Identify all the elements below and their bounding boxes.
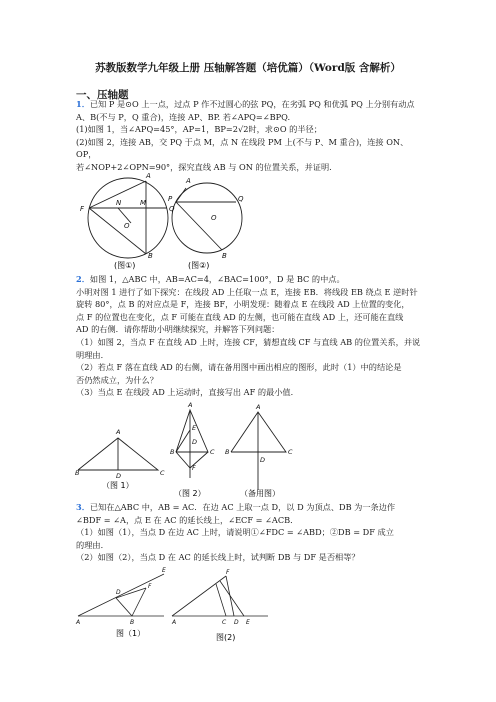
q1-fig2-label: B [222,252,227,260]
q2-number: 2． [76,274,90,284]
q2-line: 小明对图 1 进行了如下探究：在线段 AD 上任取一点 E，连接 EB．将线段 EB 绕点 E 逆时针 [76,286,418,297]
svg-text:D: D [260,456,266,464]
q1-text [76,98,421,174]
q2-text [76,273,421,399]
q1-fig2-label: A [186,177,191,185]
q3-text [76,501,421,564]
svg-text:D: D [116,472,122,480]
q3-line: 已知在△ABC 中，AB = AC．在边 AC 上取一点 D，以 D 为顶点、DB 为一条边作 [89,502,396,512]
section-heading: 一、压轴题 [76,89,129,101]
q1-line: 已知 P 是⊙O 上一点，过点 P 作不过圆心的弦 PQ，在劣弧 PQ 和优弧 PQ 上分别有动点 [89,99,415,109]
q3-fig2-caption: 图(2) [216,633,236,642]
svg-text:C: C [222,619,227,626]
svg-text:F: F [148,583,152,590]
svg-text:A: A [116,428,121,436]
svg-text:C: C [288,448,293,456]
q1-fig1-label: O [124,222,130,230]
q2-line: （1）如图 2，当点 F 在直线 AD 上时，连接 CF，猜想直线 CF 与直线 AB 的位置关系，并说 [76,336,421,347]
svg-text:A: A [76,619,81,626]
svg-text:A: A [188,401,193,409]
svg-text:D: D [116,589,121,596]
q1-fig1-label: A [146,172,151,180]
q3-line: 的理由． [76,539,109,550]
q1-line: 若∠NOP+2∠OPN=90°，探究直线 AB 与 ON 的位置关系，并证明. [76,161,332,172]
q2-line: 如图 1，△ABC 中，AB=AC=4，∠BAC=100°，D 是 BC 的中点。 [89,274,345,284]
q1-fig1-label: M [140,199,147,207]
q3-line: （2）如图（2），当点 D 在 AC 的延长线上时，试判断 DB 与 DF 是否相等？ [76,552,360,563]
q2-fig2-caption: （图 2） [174,489,206,498]
svg-text:B: B [75,469,80,477]
svg-text:C: C [210,448,215,456]
q3-line: （1）如图（1），当点 D 在边 AC 上时，请说明①∠FDC = ∠ABD；②DB = DF 成立 [76,527,394,538]
q2-line: （3）当点 E 在线段 AD 上运动时，直接写出 AF 的最小值． [76,387,299,398]
q2-line: 明理由． [76,349,109,360]
q1-fig1-caption: (图①) [114,261,136,270]
q2-line: （2）若点 F 落在直线 AD 的右侧，请在备用图中画出相应的图形，此时（1）中的结论是 [76,362,402,373]
q2-line: 旋转 80°，点 B 的对应点是 F，连接 BF，小明发现：随着点 E 在线段 AD 上位置的变化， [76,299,410,310]
q3-fig1-caption: 图（1） [116,629,146,638]
q3-line: ∠BDF = ∠A，点 E 在 AC 的延长线上，∠ECF = ∠ACB． [76,514,299,525]
q1-fig2-label: O [211,214,217,222]
q2-line: AD 的右侧．请你帮助小明继续探究，并解答下列问题： [76,324,280,335]
svg-text:E: E [246,619,250,626]
q1-fig1-label: B [148,252,153,260]
q3-number: 3． [76,502,90,512]
page-title: 苏教版数学九年级上册 压轴解答题（培优篇）（Word版 含解析） [95,62,401,74]
q3-figures [76,566,286,646]
q1-fig1-label: Q [169,205,175,213]
q1-fig2-caption: (图②) [188,261,210,270]
q2-line: 否仍然成立，为什么？ [76,374,158,385]
q2-fig1-caption: （图 1） [102,481,134,490]
svg-text:F: F [226,569,230,576]
svg-text:E: E [192,424,197,432]
svg-text:C: C [160,469,165,477]
svg-text:B: B [130,619,135,626]
svg-text:A: A [172,619,177,626]
q1-figures [76,168,276,270]
svg-text:D: D [192,438,198,446]
svg-text:F: F [192,464,196,472]
q2-figures [76,400,376,498]
q1-number: 1． [76,99,90,109]
svg-text:E: E [162,567,166,574]
svg-text:B: B [170,448,175,456]
q1-fig2-label: P [168,195,173,203]
q1-fig1-label: N [116,199,122,207]
q1-line: (2)如图 2，连接 AB，交 PQ 于点 M，点 N 在线段 PM 上(不与 P、M 重合)，连接 ON、OP， [76,136,409,160]
q1-line: (1)如图 1，当∠APQ=45°，AP=1，BP=2√2时，求⊙O 的半径； [76,124,322,135]
q2-fig3-caption: （备用图） [240,489,280,498]
svg-text:B: B [225,448,230,456]
q2-line: 点 F 的位置也在变化，点 F 可能在直线 AD 的左侧，也可能在直线 AD 上，还可能在直线 [76,311,404,322]
q1-fig2-label: Q [238,195,244,203]
svg-text:A: A [256,403,261,411]
q1-fig1-label: F [80,205,85,213]
svg-text:D: D [234,619,239,626]
q1-line: A、B(不与 P，Q 重合)，连接 AP、BP. 若∠APQ=∠BPQ. [76,111,291,122]
